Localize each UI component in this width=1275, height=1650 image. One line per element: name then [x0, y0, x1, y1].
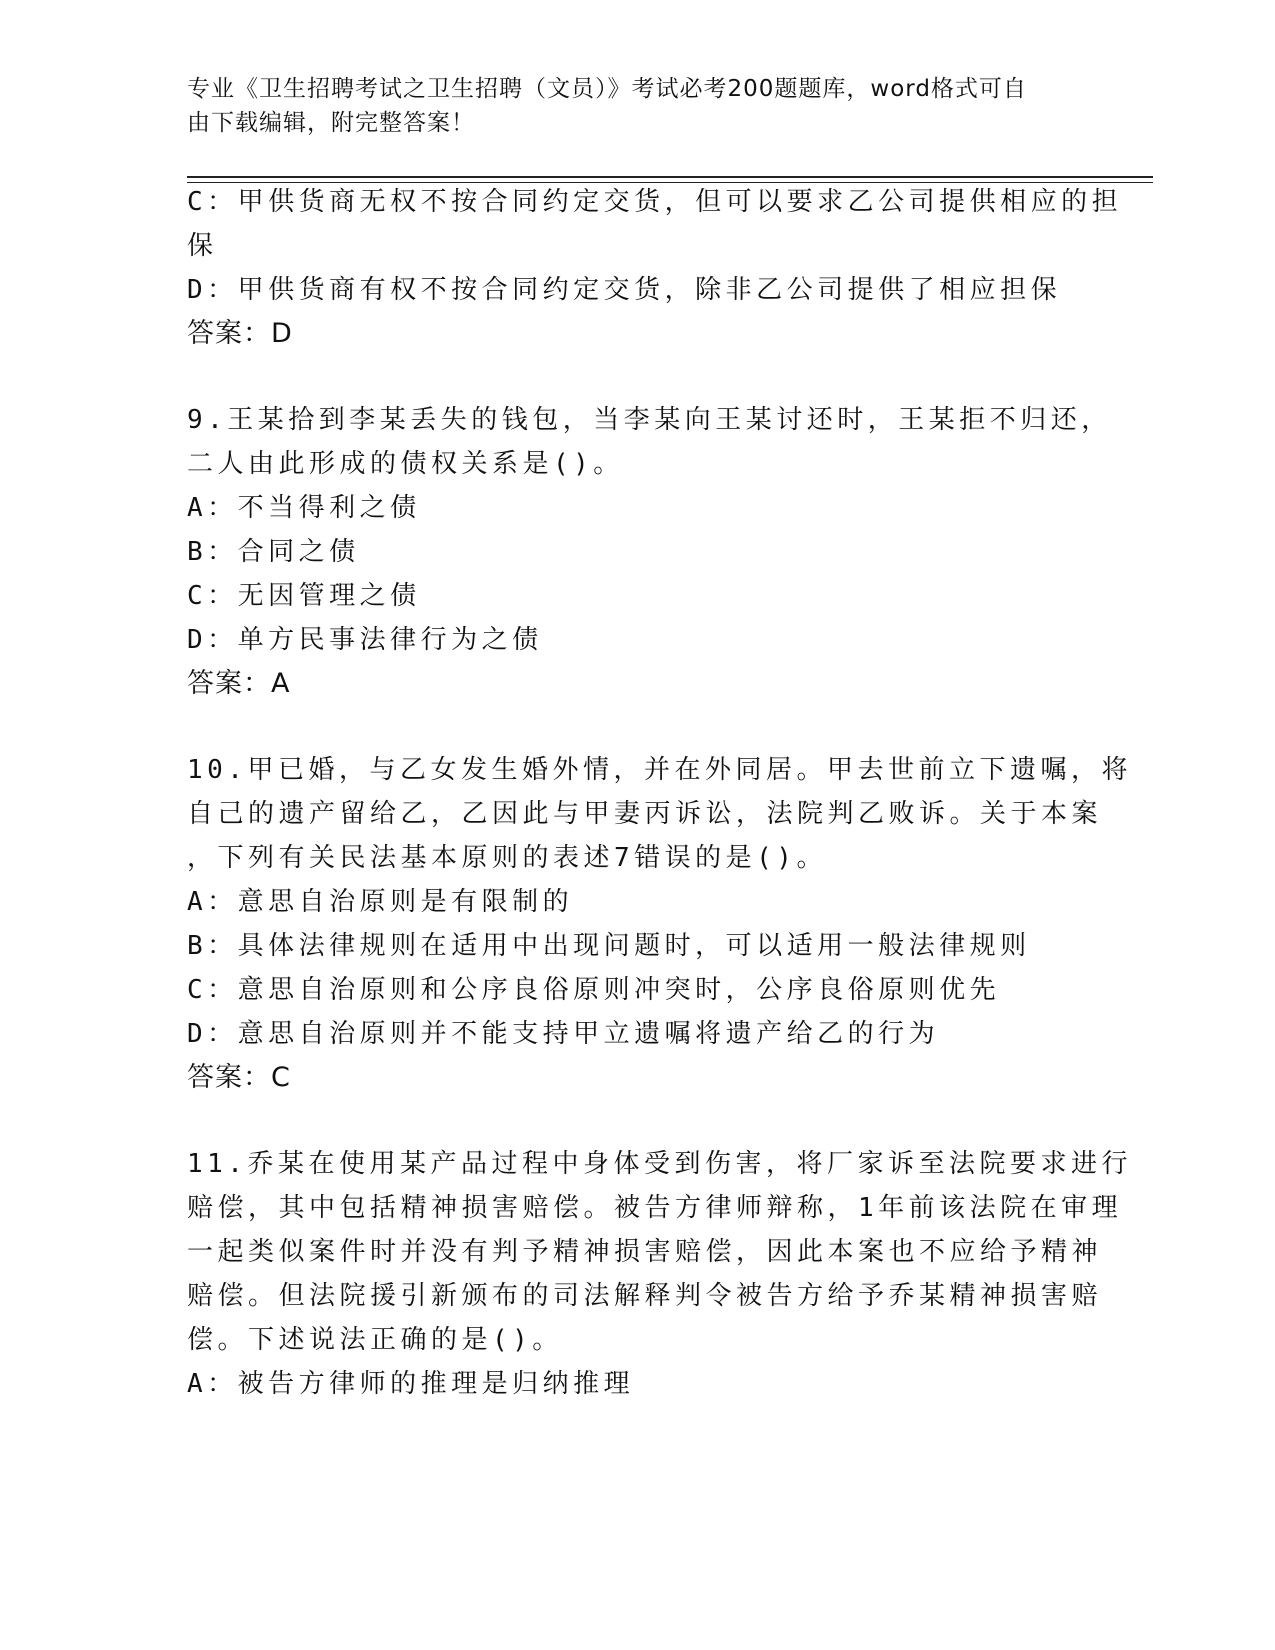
- option-c: C：无因管理之债: [187, 581, 421, 611]
- answer: 答案：D: [187, 318, 293, 349]
- header-line-1: 专业《卫生招聘考试之卫生招聘（文员）》考试必考200题题库，word格式可自: [187, 76, 1027, 102]
- question-stem-line-1: 9.王某拾到李某丢失的钱包，当李某向王某讨还时，王某拒不归还，: [187, 405, 1112, 435]
- question-stem-line-2: 二人由此形成的债权关系是()。: [187, 449, 624, 479]
- header-line-2: 由下载编辑，附完整答案！: [187, 110, 475, 136]
- question-stem-line-2: 赔偿，其中包括精神损害赔偿。被告方律师辩称，1年前该法院在审理: [187, 1193, 1123, 1223]
- option-b: B：具体法律规则在适用中出现问题时，可以适用一般法律规则: [187, 931, 1031, 961]
- question-stem-line-3: ，下列有关民法基本原则的表述7错误的是()。: [187, 843, 827, 873]
- option-c-line-1: C：甲供货商无权不按合同约定交货，但可以要求乙公司提供相应的担: [187, 187, 1123, 217]
- question-stem-line-1: 10.甲已婚，与乙女发生婚外情，并在外同居。甲去世前立下遗嘱，将: [187, 755, 1132, 785]
- option-b: B：合同之债: [187, 537, 360, 567]
- question-stem-line-4: 赔偿。但法院援引新颁布的司法解释判令被告方给予乔某精神损害赔: [187, 1281, 1103, 1311]
- header-divider-thin: [187, 182, 1153, 183]
- answer: 答案：A: [187, 668, 291, 699]
- option-c-line-2: 保: [187, 231, 218, 261]
- question-stem-line-2: 自己的遗产留给乙，乙因此与甲妻丙诉讼，法院判乙败诉。关于本案: [187, 799, 1103, 829]
- option-a: A：不当得利之债: [187, 493, 421, 523]
- option-d: D：单方民事法律行为之债: [187, 625, 543, 655]
- header-divider-thick: [187, 176, 1153, 178]
- answer: 答案：C: [187, 1062, 291, 1093]
- option-c: C：意思自治原则和公序良俗原则冲突时，公序良俗原则优先: [187, 975, 1001, 1005]
- question-stem-line-3: 一起类似案件时并没有判予精神损害赔偿，因此本案也不应给予精神: [187, 1237, 1103, 1267]
- option-d: D：意思自治原则并不能支持甲立遗嘱将遗产给乙的行为: [187, 1019, 940, 1049]
- header-title: [187, 72, 1067, 140]
- option-d: D：甲供货商有权不按合同约定交货，除非乙公司提供了相应担保: [187, 275, 1062, 305]
- option-a: A：被告方律师的推理是归纳推理: [187, 1369, 635, 1399]
- question-stem-line-5: 偿。下述说法正确的是()。: [187, 1325, 563, 1355]
- question-stem-line-1: 11.乔某在使用某产品过程中身体受到伤害，将厂家诉至法院要求进行: [187, 1149, 1132, 1179]
- option-a: A：意思自治原则是有限制的: [187, 887, 574, 917]
